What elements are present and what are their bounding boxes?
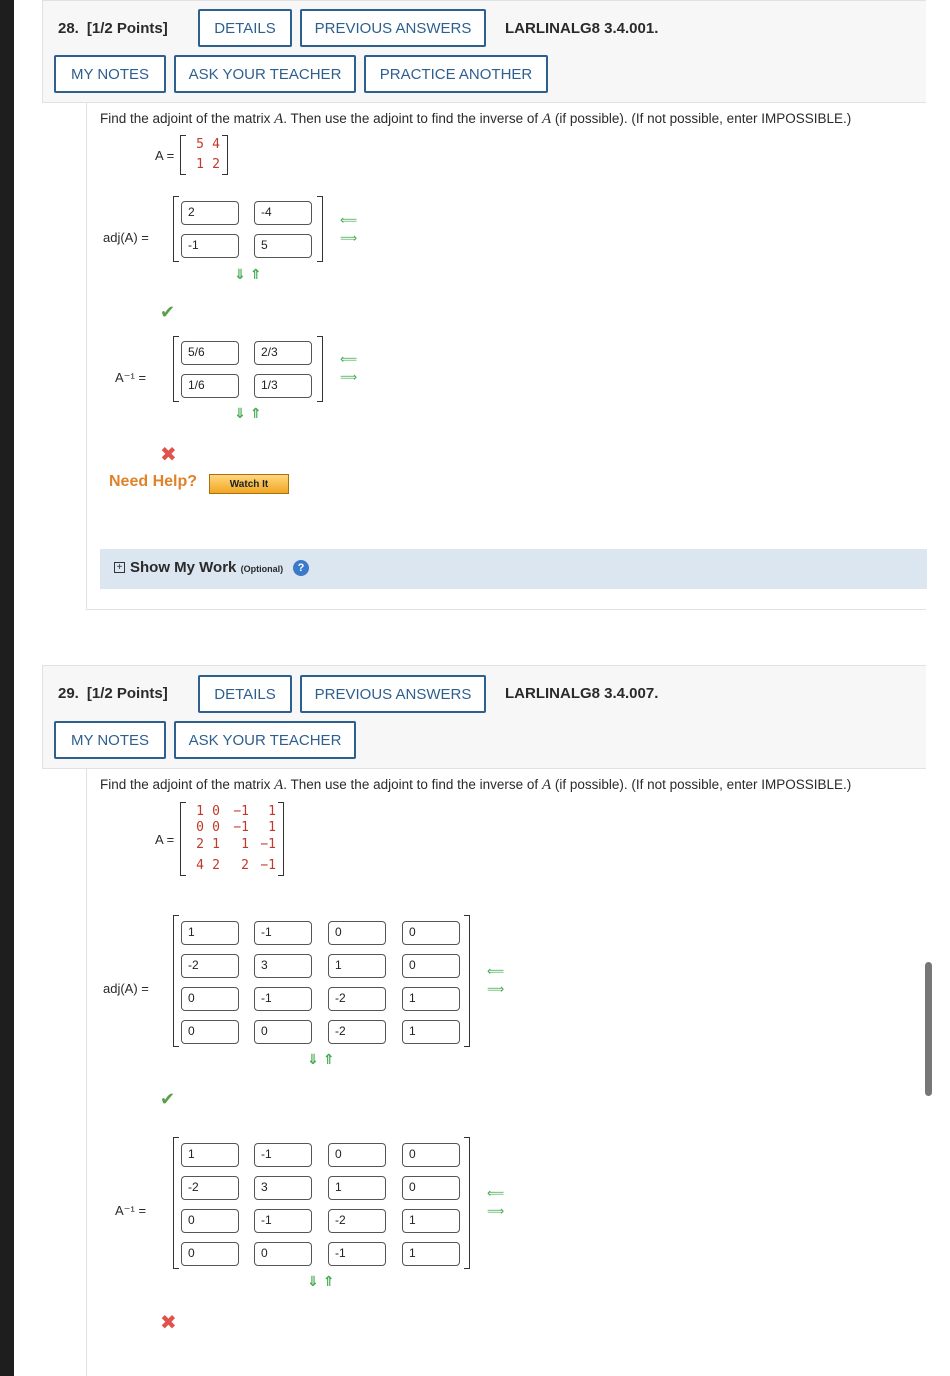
matrix-a [180,135,228,175]
ask-your-teacher-button[interactable]: ASK YOUR TEACHER [174,55,356,93]
resize-rows-arrows-icon[interactable]: ⇓⇑ [234,266,266,282]
resize-columns-arrows-icon[interactable]: ⟸ ⟹ [487,964,505,996]
adj-label: adj(A) = [103,230,149,245]
inv-cell-2-3[interactable]: 1 [328,1176,386,1200]
show-my-work-bar[interactable] [100,549,927,589]
adj-matrix [173,915,470,1047]
inv-cell-1-4[interactable]: 0 [402,1143,460,1167]
inverse-matrix [173,336,323,402]
adj-cell-1-1[interactable]: 2 [181,201,239,225]
resize-rows-arrows-icon[interactable]: ⇓⇑ [234,405,266,421]
inv-cell-3-1[interactable]: 0 [181,1209,239,1233]
adj-cell-4-4[interactable]: 1 [402,1020,460,1044]
question-icon[interactable]: ? [293,560,309,576]
inv-cell-1-3[interactable]: 0 [328,1143,386,1167]
matrix-entry: 2 [241,858,249,873]
inverse-label: A⁻¹ = [115,370,147,385]
expand-icon[interactable]: + [114,562,125,573]
question-number: 29. [1/2 Points] [58,685,168,702]
adj-cell-3-1[interactable]: 0 [181,987,239,1011]
adj-cell-2-3[interactable]: 1 [328,954,386,978]
adj-cell-2-1[interactable]: -1 [181,234,239,258]
matrix-entry: −1 [233,820,249,835]
matrix-entry: 4 [196,858,204,873]
problem-code: LARLINALG8 3.4.007. [505,685,659,702]
matrix-entry: 1 [268,804,276,819]
inv-cell-3-3[interactable]: -2 [328,1209,386,1233]
matrix-entry: 0 [212,820,220,835]
adj-cell-4-1[interactable]: 0 [181,1020,239,1044]
adj-cell-4-2[interactable]: 0 [254,1020,312,1044]
inv-cell-3-4[interactable]: 1 [402,1209,460,1233]
x-mark-icon: ✖ [160,444,177,466]
adj-cell-4-3[interactable]: -2 [328,1020,386,1044]
matrix-entry: 4 [212,137,220,152]
watch-it-button[interactable]: Watch It [209,474,289,494]
inv-cell-2-2[interactable]: 3 [254,1176,312,1200]
resize-columns-arrows-icon[interactable]: ⟸ ⟹ [340,213,358,245]
inv-cell-4-2[interactable]: 0 [254,1242,312,1266]
adj-cell-1-2[interactable]: -1 [254,921,312,945]
question-28-body [86,103,926,610]
adj-cell-1-2[interactable]: -4 [254,201,312,225]
adj-cell-1-1[interactable]: 1 [181,921,239,945]
question-number: 28. [1/2 Points] [58,20,168,37]
matrix-entry: −1 [260,837,276,852]
checkmark-icon: ✔ [160,1089,176,1109]
ask-your-teacher-button[interactable]: ASK YOUR TEACHER [174,721,356,759]
my-notes-button[interactable]: MY NOTES [54,721,166,759]
matrix-entry: 1 [268,820,276,835]
matrix-entry: 1 [212,837,220,852]
inverse-label: A⁻¹ = [115,1203,147,1218]
question-29-body [86,769,926,1376]
inv-cell-1-2[interactable]: -1 [254,1143,312,1167]
matrix-entry: 1 [241,837,249,852]
show-my-work-title[interactable]: Show My Work (Optional) [130,559,284,576]
inv-cell-1-2[interactable]: 2/3 [254,341,312,365]
matrix-entry: −1 [233,804,249,819]
inv-cell-4-4[interactable]: 1 [402,1242,460,1266]
adj-cell-3-2[interactable]: -1 [254,987,312,1011]
question-29-header [42,665,926,769]
matrix-entry: 1 [196,157,204,172]
question-prompt: Find the adjoint of the matrix A. Then use the adjoint to find the inverse of A (if possible). (If not possible, enter IMPOSSIBLE.) [100,777,852,793]
matrix-entry: 2 [212,858,220,873]
need-help-label: Need Help? [109,473,198,490]
resize-columns-arrows-icon[interactable]: ⟸ ⟹ [340,352,358,384]
adj-label: adj(A) = [103,981,149,996]
adj-cell-1-4[interactable]: 0 [402,921,460,945]
adj-cell-3-3[interactable]: -2 [328,987,386,1011]
matrix-entry: −1 [260,858,276,873]
matrix-a [180,802,284,876]
details-button[interactable]: DETAILS [198,9,292,47]
adj-matrix [173,196,323,262]
inverse-matrix [173,1137,470,1269]
inv-cell-4-3[interactable]: -1 [328,1242,386,1266]
question-28-header [42,0,926,103]
inv-cell-3-2[interactable]: -1 [254,1209,312,1233]
matrix-entry: 5 [196,137,204,152]
practice-another-button[interactable]: PRACTICE ANOTHER [364,55,548,93]
problem-code: LARLINALG8 3.4.001. [505,20,659,37]
matrix-entry: 2 [212,157,220,172]
x-mark-icon: ✖ [160,1312,177,1334]
resize-rows-arrows-icon[interactable]: ⇓⇑ [307,1051,339,1067]
matrix-a-label: A = [155,148,175,163]
details-button[interactable]: DETAILS [198,675,292,713]
matrix-entry: 0 [212,804,220,819]
previous-answers-button[interactable]: PREVIOUS ANSWERS [300,675,486,713]
inv-cell-1-1[interactable]: 1 [181,1143,239,1167]
adj-cell-2-1[interactable]: -2 [181,954,239,978]
scrollbar-thumb[interactable] [925,962,932,1096]
resize-rows-arrows-icon[interactable]: ⇓⇑ [307,1273,339,1289]
inv-cell-2-1[interactable]: -2 [181,1176,239,1200]
previous-answers-button[interactable]: PREVIOUS ANSWERS [300,9,486,47]
matrix-entry: 0 [196,820,204,835]
matrix-a-label: A = [155,832,175,847]
matrix-entry: 1 [196,804,204,819]
adj-cell-3-4[interactable]: 1 [402,987,460,1011]
inv-cell-2-2[interactable]: 1/3 [254,374,312,398]
resize-columns-arrows-icon[interactable]: ⟸ ⟹ [487,1186,505,1218]
checkmark-icon: ✔ [160,302,176,322]
inv-cell-2-1[interactable]: 1/6 [181,374,239,398]
matrix-entry: 2 [196,837,204,852]
page [14,0,950,1376]
inv-cell-4-1[interactable]: 0 [181,1242,239,1266]
adj-cell-2-4[interactable]: 0 [402,954,460,978]
inv-cell-2-4[interactable]: 0 [402,1176,460,1200]
adj-cell-2-2[interactable]: 5 [254,234,312,258]
question-prompt: Find the adjoint of the matrix A. Then use the adjoint to find the inverse of A (if possible). (If not possible, enter IMPOSSIBLE.) [100,111,852,127]
inv-cell-1-1[interactable]: 5/6 [181,341,239,365]
adj-cell-1-3[interactable]: 0 [328,921,386,945]
my-notes-button[interactable]: MY NOTES [54,55,166,93]
adj-cell-2-2[interactable]: 3 [254,954,312,978]
